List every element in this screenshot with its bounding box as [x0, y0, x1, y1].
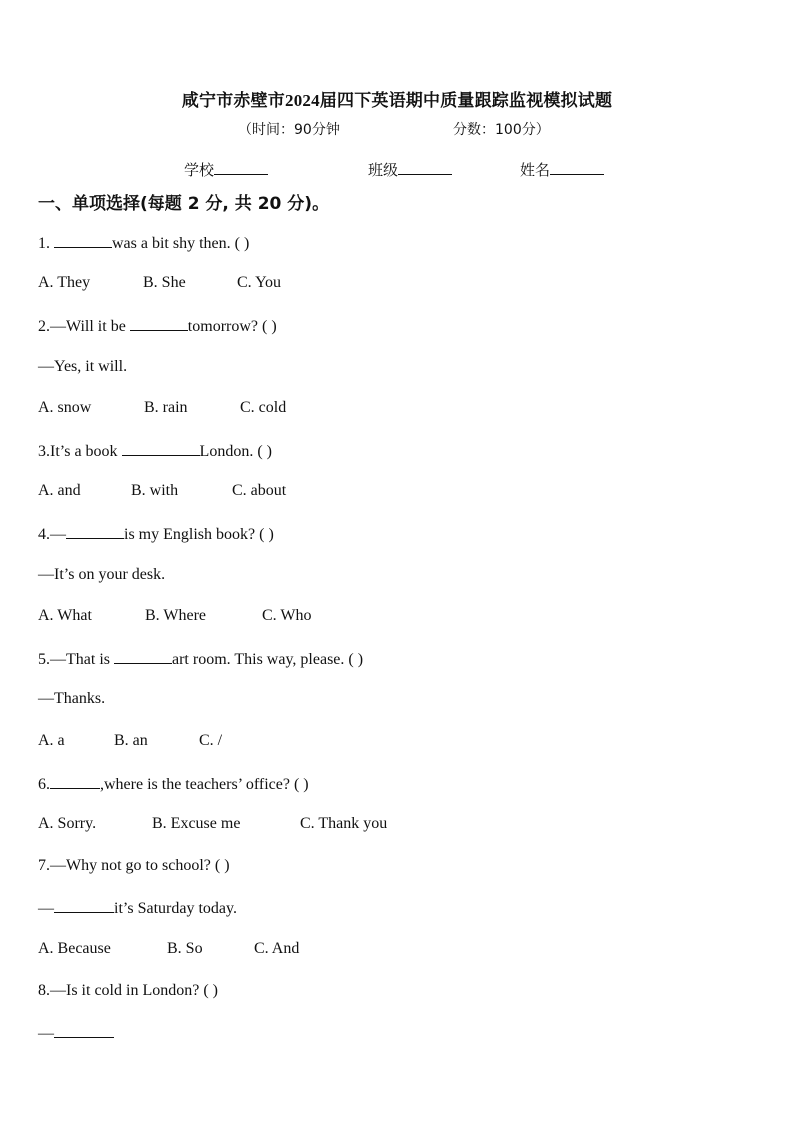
- option-c[interactable]: C. about: [232, 482, 287, 499]
- question-3-options: [38, 482, 286, 500]
- option-c[interactable]: C. And: [254, 940, 300, 957]
- exam-score: 分数：100分）: [453, 122, 550, 138]
- option-a[interactable]: A. and: [38, 482, 81, 499]
- question-text: 3.It’s a book: [38, 443, 122, 460]
- question-6-stem: [38, 774, 309, 794]
- school-blank[interactable]: [214, 160, 268, 175]
- reply-text: it’s Saturday today.: [114, 900, 237, 917]
- question-1-stem: [38, 233, 249, 253]
- question-5-options: [38, 732, 222, 750]
- option-b[interactable]: B. So: [167, 940, 203, 957]
- question-7-reply: [38, 898, 237, 918]
- question-5-reply: —Thanks.: [38, 690, 106, 707]
- question-text: art room. This way, please. ( ): [172, 651, 364, 668]
- question-text: ,where is the teachers’ office? ( ): [100, 776, 309, 793]
- question-2-stem: [38, 316, 277, 336]
- exam-time: （时间：90分钟: [238, 122, 340, 138]
- answer-blank[interactable]: [122, 441, 200, 456]
- option-a[interactable]: A. snow: [38, 399, 92, 416]
- school-field: [184, 159, 268, 180]
- option-a[interactable]: A. Sorry.: [38, 815, 97, 832]
- question-text: London. ( ): [199, 443, 272, 460]
- question-text: is my English book? ( ): [124, 526, 274, 543]
- answer-blank[interactable]: [114, 649, 172, 664]
- answer-blank[interactable]: [54, 898, 114, 913]
- question-number: 6.: [38, 776, 50, 793]
- option-b[interactable]: B. an: [114, 732, 148, 749]
- answer-blank[interactable]: [54, 1023, 114, 1038]
- option-a[interactable]: A. Because: [38, 940, 111, 957]
- class-field: [368, 159, 452, 180]
- question-8-reply: [38, 1023, 114, 1043]
- question-4-reply: —It’s on your desk.: [38, 566, 166, 583]
- name-blank[interactable]: [550, 160, 604, 175]
- page-title: 咸宁市赤壁市2024届四下英语期中质量跟踪监视模拟试题: [181, 91, 613, 110]
- option-b[interactable]: B. rain: [144, 399, 188, 416]
- question-text: tomorrow? ( ): [187, 318, 277, 335]
- question-5-stem: [38, 649, 363, 669]
- option-c[interactable]: C. Thank you: [300, 815, 388, 832]
- option-a[interactable]: A. a: [38, 732, 65, 749]
- question-6-options: [38, 815, 387, 833]
- option-a[interactable]: A. They: [38, 274, 91, 291]
- question-number: 1.: [38, 235, 54, 252]
- question-7-stem: 7.—Why not go to school? ( ): [38, 857, 230, 874]
- section-heading: 一、单项选择(每题 2 分, 共 20 分)。: [38, 194, 330, 214]
- answer-blank[interactable]: [54, 233, 112, 248]
- question-3-stem: [38, 441, 272, 461]
- class-blank[interactable]: [398, 160, 452, 175]
- answer-blank[interactable]: [130, 316, 188, 331]
- question-2-options: [38, 399, 286, 417]
- dash: —: [38, 900, 54, 917]
- option-b[interactable]: B. Excuse me: [152, 815, 241, 832]
- name-label: 姓名: [520, 161, 551, 179]
- option-b[interactable]: B. She: [143, 274, 186, 291]
- option-c[interactable]: C. /: [199, 732, 223, 749]
- option-c[interactable]: C. You: [237, 274, 282, 291]
- name-field: [520, 159, 604, 180]
- question-8-stem: 8.—Is it cold in London? ( ): [38, 982, 218, 999]
- answer-blank[interactable]: [50, 774, 100, 789]
- dash: —: [38, 1025, 54, 1042]
- question-text: 4.—: [38, 526, 66, 543]
- option-c[interactable]: C. Who: [262, 607, 312, 624]
- option-a[interactable]: A. What: [38, 607, 92, 624]
- question-text: was a bit shy then. ( ): [112, 235, 250, 252]
- option-c[interactable]: C. cold: [240, 399, 287, 416]
- answer-blank[interactable]: [66, 524, 124, 539]
- question-text: 5.—That is: [38, 651, 114, 668]
- option-b[interactable]: B. Where: [145, 607, 207, 624]
- question-text: 2.—Will it be: [38, 318, 130, 335]
- question-4-stem: [38, 524, 274, 544]
- question-4-options: [38, 607, 311, 625]
- school-label: 学校: [184, 161, 215, 179]
- class-label: 班级: [368, 161, 399, 179]
- question-7-options: [38, 940, 299, 958]
- question-1-options: [38, 274, 281, 292]
- question-2-reply: —Yes, it will.: [38, 358, 128, 375]
- option-b[interactable]: B. with: [131, 482, 179, 499]
